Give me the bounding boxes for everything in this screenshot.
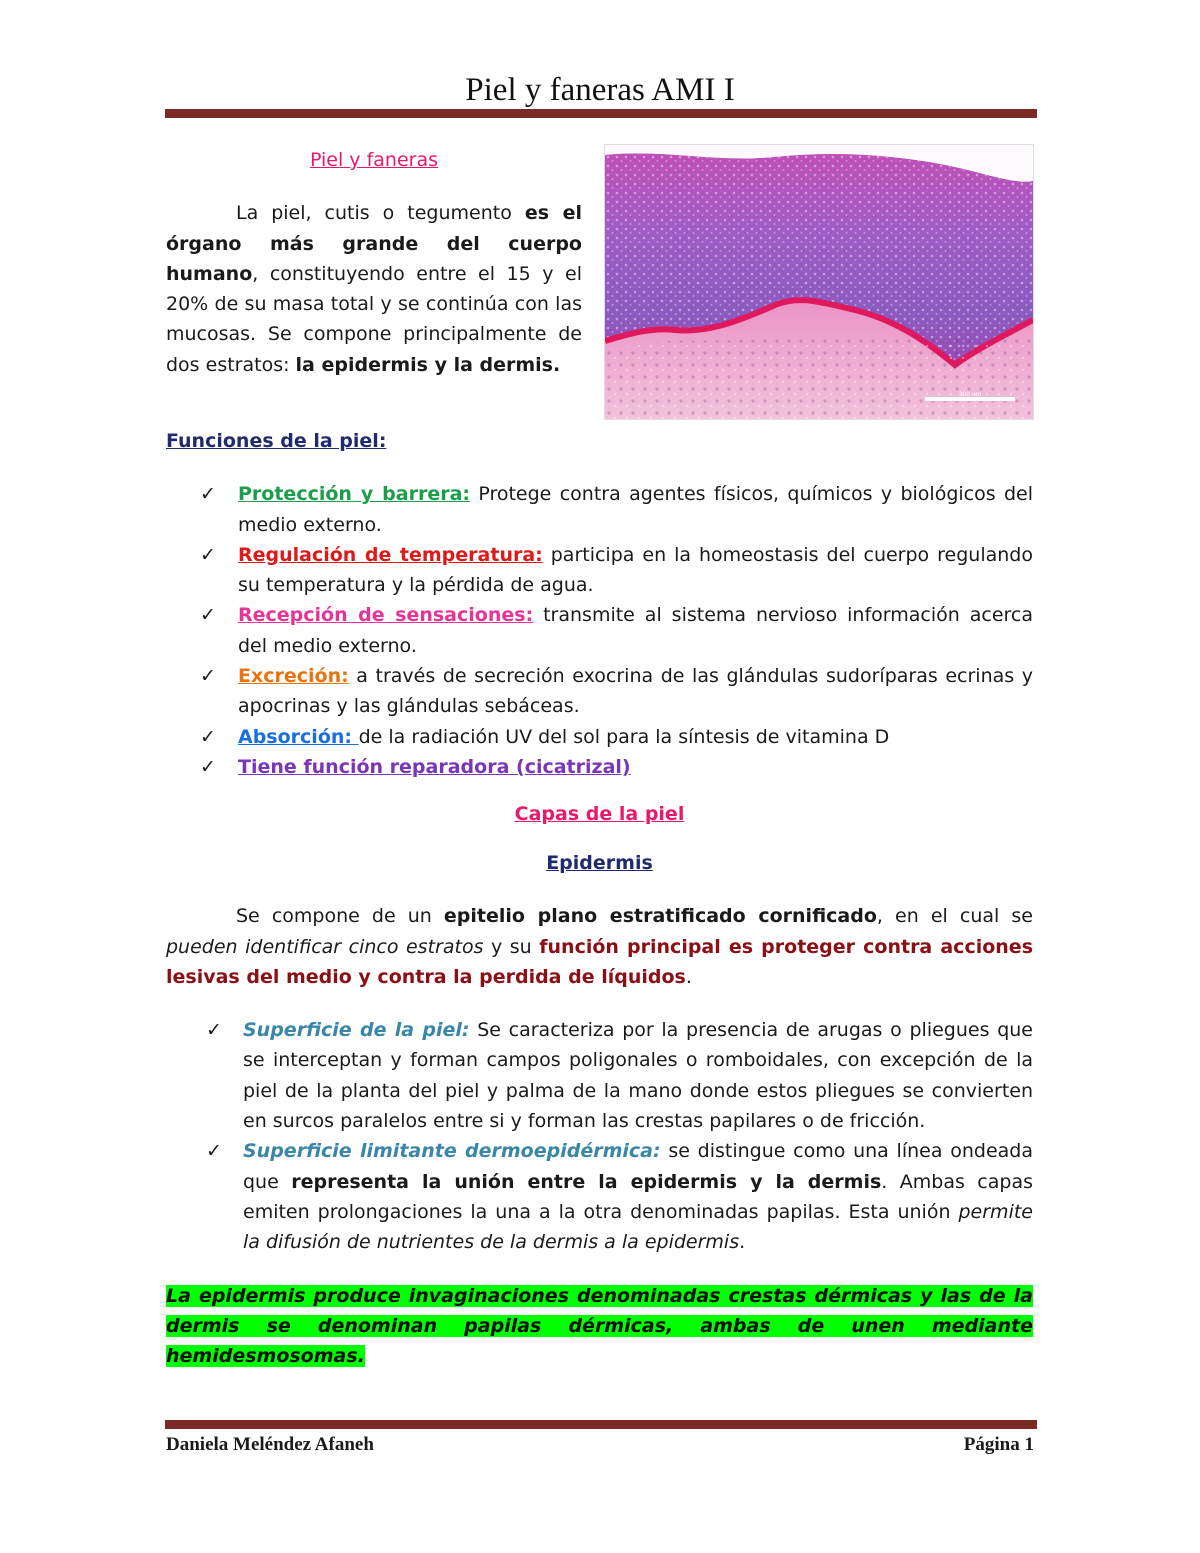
- list-item: ✓ Excreción: a través de secreción exocrina de las glándulas sudoríparas ecrinas y apocrinas y las glándulas sebáceas.: [166, 661, 1033, 722]
- epidermis-heading: Epidermis: [546, 852, 653, 874]
- footer-page-number: Página 1: [963, 1434, 1034, 1455]
- check-icon: ✓: [200, 755, 216, 778]
- skin-histology-image: [604, 144, 1034, 420]
- list-item: ✓ Superficie limitante dermoepidérmica: se distingue como una línea ondeada que representa la unión entre la epidermis y la dermis. Ambas capas emiten prolongaciones la una a la otra denominadas papilas. Esta unión permite la difusión de nutrientes de la dermis a la epidermis.: [166, 1136, 1033, 1257]
- check-icon: ✓: [200, 725, 216, 748]
- check-icon: ✓: [206, 1019, 222, 1042]
- epidermis-list: [166, 1015, 1033, 1257]
- epidermis-section: [166, 848, 1033, 1371]
- check-icon: ✓: [200, 483, 216, 506]
- capas-heading-wrap: [166, 799, 1033, 829]
- intro-paragraph: La piel, cutis o tegumento es el órgano más grande del cuerpo humano, constituyendo entre el 15 y el 20% de su masa total y se continúa con las mucosas. Se compone principalmente de dos estratos: la epidermis y la dermis.: [166, 202, 582, 376]
- footer-rule: [165, 1420, 1037, 1429]
- page-header-title: Piel y faneras AMI I: [465, 72, 735, 108]
- scale-bar-label: 300 um: [958, 391, 982, 398]
- list-item: ✓ Superficie de la piel: Se caracteriza por la presencia de arugas o pliegues que se interceptan y forman campos poligonales o romboidales, con excepción de la piel de la planta del piel y palma de la mano donde estos pliegues se convierten en surcos paralelos entre si y forman las crestas papilares o de fricción.: [166, 1015, 1033, 1136]
- funciones-heading: Funciones de la piel:: [166, 430, 387, 452]
- check-icon: ✓: [200, 604, 216, 627]
- header-rule: [165, 109, 1037, 118]
- intro-section: [166, 145, 582, 380]
- epidermis-paragraph: Se compone de un epitelio plano estratificado cornificado, en el cual se pueden identificar cinco estratos y su función principal es proteger contra acciones lesivas del medio y contra la perdida de líquidos.: [166, 905, 1033, 988]
- list-item: ✓ Protección y barrera: Protege contra agentes físicos, químicos y biológicos del medio externo.: [166, 479, 1033, 540]
- list-item: ✓ Regulación de temperatura: participa en la homeostasis del cuerpo regulando su temperatura y la pérdida de agua.: [166, 540, 1033, 601]
- check-icon: ✓: [206, 1140, 222, 1163]
- list-item: ✓ Absorción: de la radiación UV del sol para la síntesis de vitamina D: [166, 722, 1033, 752]
- list-item: ✓ Tiene función reparadora (cicatrizal): [166, 752, 1033, 782]
- list-item: ✓ Recepción de sensaciones: transmite al sistema nervioso información acerca del medio externo.: [166, 600, 1033, 661]
- intro-heading: Piel y faneras: [309, 149, 439, 171]
- funciones-list: [166, 479, 1033, 782]
- capas-heading: Capas de la piel: [514, 803, 685, 825]
- highlight-paragraph: La epidermis produce invaginaciones denominadas crestas dérmicas y las de la dermis se denominan papilas dérmicas, ambas de unen mediante hemidesmosomas.: [166, 1284, 1033, 1368]
- funciones-section: [166, 426, 1033, 782]
- check-icon: ✓: [200, 665, 216, 688]
- footer-author: Daniela Meléndez Afaneh: [166, 1434, 374, 1455]
- check-icon: ✓: [200, 543, 216, 566]
